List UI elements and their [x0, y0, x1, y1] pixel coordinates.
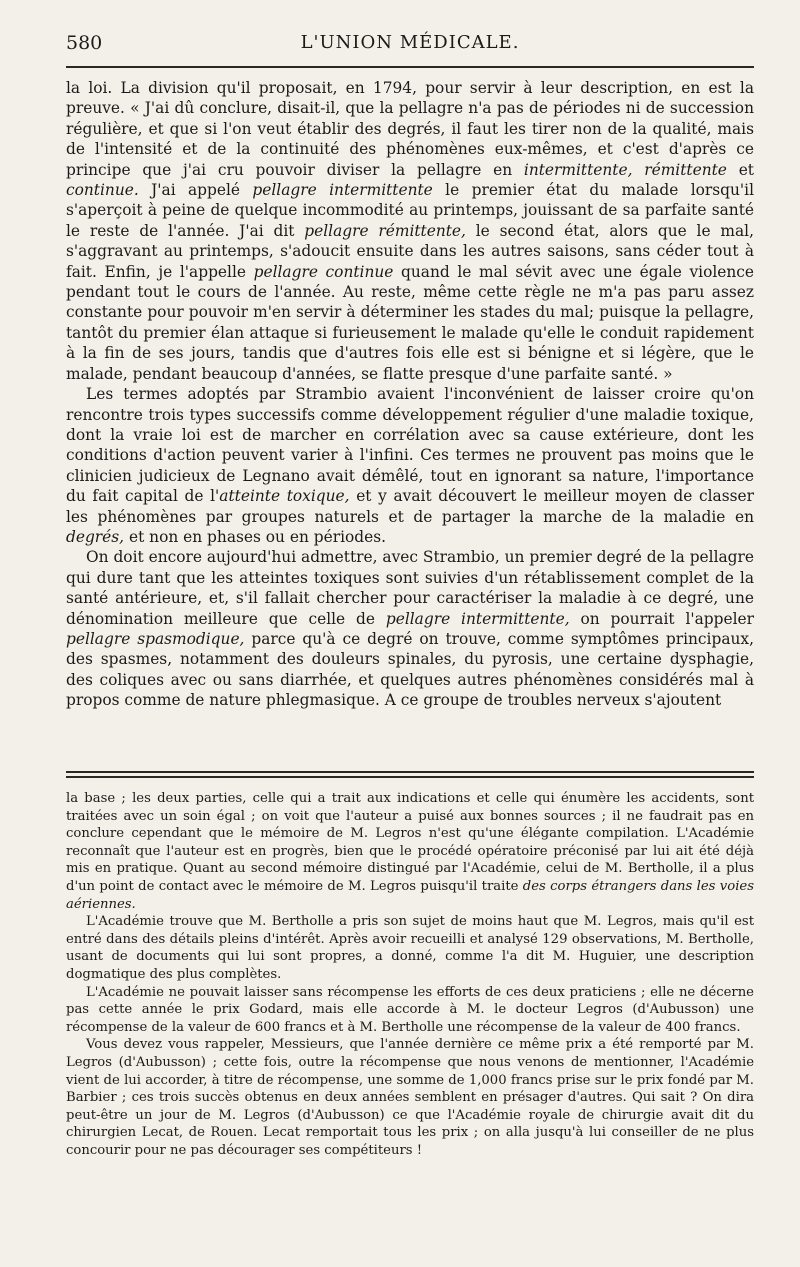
feuilleton-text: [66, 790, 754, 1159]
header-rule: [66, 66, 754, 68]
paragraph-strambio-terms: Les termes adoptés par Strambio avaient l'inconvénient de laisser croire qu'on rencontre trois types successifs comme développement régulier d'une maladie toxique, dont la vraie loi est de marcher en corrélation avec sa cause extérieure, dont les conditions d'action peuvent varier à l'infini. Ces termes ne prouvent pas moins que le clinicien judicieux de Legnano avait démêlé, tout en ignorant sa nature, l'importance du fait capital de l'atteinte toxique, et y avait découvert le meilleur moyen de classer les phénomènes par groupes naturels et de partager la marche de la maladie en degrés, et non en phases ou en périodes.: [66, 385, 754, 546]
page-number: 580: [66, 32, 103, 54]
feuilleton-paragraph-4: Vous devez vous rappeler, Messieurs, que l'année dernière ce même prix a été remporté par M. Legros (d'Aubusson) ; cette fois, outre la récompense que nous venons de mentionner, l'Académie vient de lui accorder, à titre de récompense, une somme de 1,000 francs prise sur le prix fondé par M. Barbier ; ces trois succès obtenus en deux années semblent en présager d'autres. Qui sait ? On dira peut-être un jour de M. Legros (d'Aubusson) ce que l'Académie royale de chirurgie avait dit du chirurgien Lecat, de Rouen. Lecat remportait tous les prix ; on alla jusqu'à lui conseiller de ne plus concourir pour ne pas décourager ses compétiteurs !: [66, 1037, 754, 1158]
feuilleton-paragraph-2: L'Académie trouve que M. Bertholle a pris son sujet de moins haut que M. Legros, mais qu'il est entré dans des détails pleins d'intérêt. Après avoir recueilli et analysé 129 observations, M. Bertholle, usant de documents qui lui sont propres, a donné, comme l'a dit M. Huguier, une description dogmatique des plus complètes.: [66, 914, 754, 982]
page-header: [66, 32, 754, 62]
paragraph-first-degree: On doit encore aujourd'hui admettre, avec Strambio, un premier degré de la pellagre qui dure tant que les atteintes toxiques sont suivies d'un rétablissement complet de la santé antérieure, et, s'il fallait chercher pour caractériser la maladie à ce degré, une dénomination meilleure que celle de pellagre intermittente, on pourrait l'appeler pellagre spasmodique, parce qu'à ce degré on trouve, comme symptômes principaux, des spasmes, notamment des douleurs spinales, du pyrosis, une certaine dysphagie, des coliques avec ou sans diarrhée, et quelques autres phénomènes considérés mal à propos comme de nature phlegmasique. A ce groupe de troubles nerveux s'ajoutent: [66, 548, 754, 710]
main-text: [66, 78, 754, 711]
running-title: L'UNION MÉDICALE.: [300, 32, 520, 53]
feuilleton-paragraph-1: la base ; les deux parties, celle qui a trait aux indications et celle qui énumère les accidents, sont traitées avec un soin égal ; on voit que l'auteur a puisé aux bonnes sources ; il ne faudrait pas en conclure cependant que le mémoire de M. Legros n'est qu'une élégante compilation. L'Académie reconnaît que l'auteur est en progrès, bien que le procédé opératoire préconisé par lui ait été déjà mis en pratique. Quant au second mémoire distingué par l'Académie, celui de M. Bertholle, il a plus d'un point de contact avec le mémoire de M. Legros puisqu'il traite des corps étrangers dans les voies aériennes.: [66, 791, 754, 912]
feuilleton-divider: [66, 771, 754, 778]
feuilleton-paragraph-3: L'Académie ne pouvait laisser sans récompense les efforts de ces deux praticiens ; elle ne décerne pas cette année le prix Godard, mais elle accorde à M. le docteur Legros (d'Aubusson) une récompense de la valeur de 600 francs et à M. Bertholle une récompense de la valeur de 400 francs.: [66, 984, 754, 1035]
paragraph-strambio-quote: la loi. La division qu'il proposait, en 1794, pour servir à leur description, en est la preuve. « J'ai dû conclure, disait-il, que la pellagre n'a pas de périodes ni de succession régulière, et que si l'on veut établir des degrés, il faut les tirer non de la qualité, mais de l'intensité et de la continuité des phénomènes eux-mêmes, et c'est d'après ce principe que j'ai cru pouvoir diviser la pellagre en intermittente, rémittente et continue. J'ai appelé pellagre intermittente le premier état du malade lorsqu'il s'aperçoit à peine de quelque incommodité au printemps, jouissant de sa parfaite santé le reste de l'année. J'ai dit pellagre rémittente, le second état, alors que le mal, s'aggravant au printemps, s'adoucit ensuite dans les autres saisons, sans céder tout à fait. Enfin, je l'appelle pellagre continue quand le mal sévit avec une égale violence pendant tout le cours de l'année. Au reste, même cette règle ne m'a pas paru assez constante pour pouvoir m'en servir à déterminer les stades du mal; puisque la pellagre, tantôt du premier élan attaque si furieusement le malade qu'elle le conduit rapidement à la fin de ses jours, tandis que d'autres fois elle est si bénigne et si légère, que le malade, pendant beaucoup d'années, se flatte presque d'une parfaite santé. »: [66, 79, 755, 383]
